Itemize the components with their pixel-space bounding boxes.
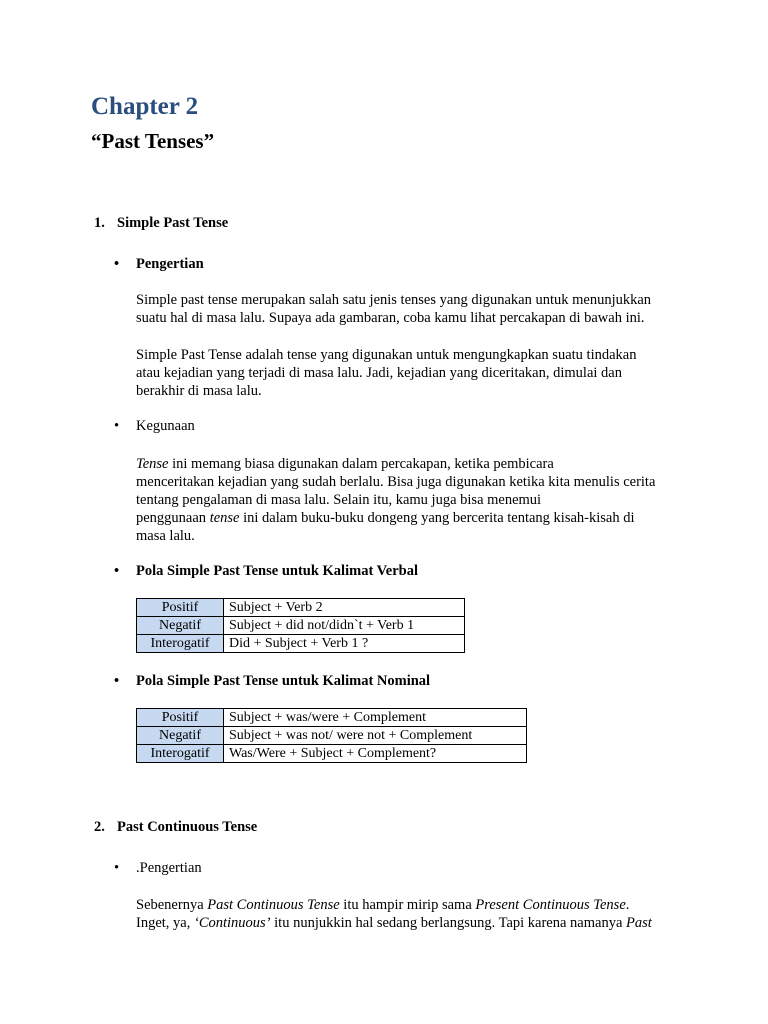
bullet-dot: • <box>114 860 120 876</box>
bullet-pengertian-2 <box>114 860 202 877</box>
row-formula: Subject + was not/ were not + Complement <box>224 727 527 745</box>
section-number: 1. <box>94 215 105 231</box>
text-span: itu hampir mirip sama <box>339 897 476 913</box>
chapter-heading: Chapter 2 <box>91 93 199 120</box>
text-line: masa lalu. <box>136 528 195 544</box>
text-span: Inget, ya, <box>136 915 194 931</box>
bullet-dot: • <box>114 563 120 579</box>
italic-term: Past <box>626 915 652 931</box>
paragraph-usage <box>136 455 696 545</box>
bullet-label: Pola Simple Past Tense untuk Kalimat Verbal <box>136 563 418 579</box>
table-row <box>137 617 465 635</box>
table-row <box>137 745 527 763</box>
text-span: ini dalam buku-buku dongeng yang bercerita tentang kisah-kisah di <box>239 510 635 526</box>
paragraph-past-continuous <box>136 896 696 932</box>
row-label: Interogatif <box>137 745 224 763</box>
text-line: tentang pengalaman di masa lalu. Selain itu, kamu juga bisa menemui <box>136 492 542 508</box>
bullet-label: Kegunaan <box>136 418 195 434</box>
table-row <box>137 599 465 617</box>
text-span: . <box>625 897 630 913</box>
table-row <box>137 727 527 745</box>
bullet-nominal-pattern <box>114 673 430 690</box>
row-formula: Did + Subject + Verb 1 ? <box>224 635 465 653</box>
bullet-verbal-pattern <box>114 563 418 580</box>
bullet-label: Pola Simple Past Tense untuk Kalimat Nominal <box>136 673 431 689</box>
text-line: atau kejadian yang terjadi di masa lalu. Jadi, kejadian yang diceritakan, dimulai dan <box>136 365 622 381</box>
bullet-dot: • <box>114 418 120 434</box>
text-span: penggunaan <box>136 510 210 526</box>
text-line: Simple Past Tense adalah tense yang digunakan untuk mengungkapkan suatu tindakan <box>136 347 637 363</box>
row-formula: Subject + was/were + Complement <box>224 709 527 727</box>
table-row <box>137 635 465 653</box>
section-number: 2. <box>94 819 105 835</box>
row-label: Negatif <box>137 617 224 635</box>
section-title: Simple Past Tense <box>117 215 229 231</box>
text-line <box>136 914 696 932</box>
text-span: ini memang biasa digunakan dalam percakapan, ketika pembicara <box>168 456 554 472</box>
italic-term: tense <box>209 510 240 526</box>
chapter-subtitle: “Past Tenses” <box>91 129 215 153</box>
text-line: Simple past tense merupakan salah satu jenis tenses yang digunakan untuk menunjukkan <box>136 292 652 308</box>
text-span: Sebenernya <box>136 897 208 913</box>
row-label: Interogatif <box>137 635 224 653</box>
bullet-label: .Pengertian <box>136 860 202 876</box>
row-formula: Subject + Verb 2 <box>224 599 465 617</box>
italic-term: ‘Continuous’ <box>193 915 271 931</box>
verbal-pattern-table <box>136 598 465 653</box>
text-line <box>136 896 696 914</box>
text-span: itu nunjukkin hal sedang berlangsung. Tapi karena namanya <box>270 915 626 931</box>
paragraph-definition-1 <box>136 291 696 327</box>
row-label: Positif <box>137 709 224 727</box>
row-label: Negatif <box>137 727 224 745</box>
text-line <box>136 455 696 473</box>
italic-term: Tense <box>136 456 169 472</box>
paragraph-definition-2 <box>136 346 696 400</box>
row-formula: Was/Were + Subject + Complement? <box>224 745 527 763</box>
bullet-label: Pengertian <box>136 256 204 272</box>
italic-term: Present Continuous Tense <box>475 897 626 913</box>
bullet-kegunaan <box>114 418 195 435</box>
row-formula: Subject + did not/didn`t + Verb 1 <box>224 617 465 635</box>
text-line: berakhir di masa lalu. <box>136 383 262 399</box>
bullet-pengertian <box>114 256 204 273</box>
text-line: suatu hal di masa lalu. Supaya ada gambaran, coba kamu lihat percakapan di bawah ini. <box>136 310 645 326</box>
section-heading-2 <box>94 819 257 836</box>
text-line <box>136 509 696 527</box>
bullet-dot: • <box>114 673 120 689</box>
row-label: Positif <box>137 599 224 617</box>
section-title: Past Continuous Tense <box>117 819 258 835</box>
section-heading-1 <box>94 215 228 232</box>
nominal-pattern-table <box>136 708 527 763</box>
bullet-dot: • <box>114 256 120 272</box>
italic-term: Past Continuous Tense <box>207 897 340 913</box>
table-row <box>137 709 527 727</box>
text-line: menceritakan kejadian yang sudah berlalu. Bisa juga digunakan ketika kita menulis cerita <box>136 474 656 490</box>
